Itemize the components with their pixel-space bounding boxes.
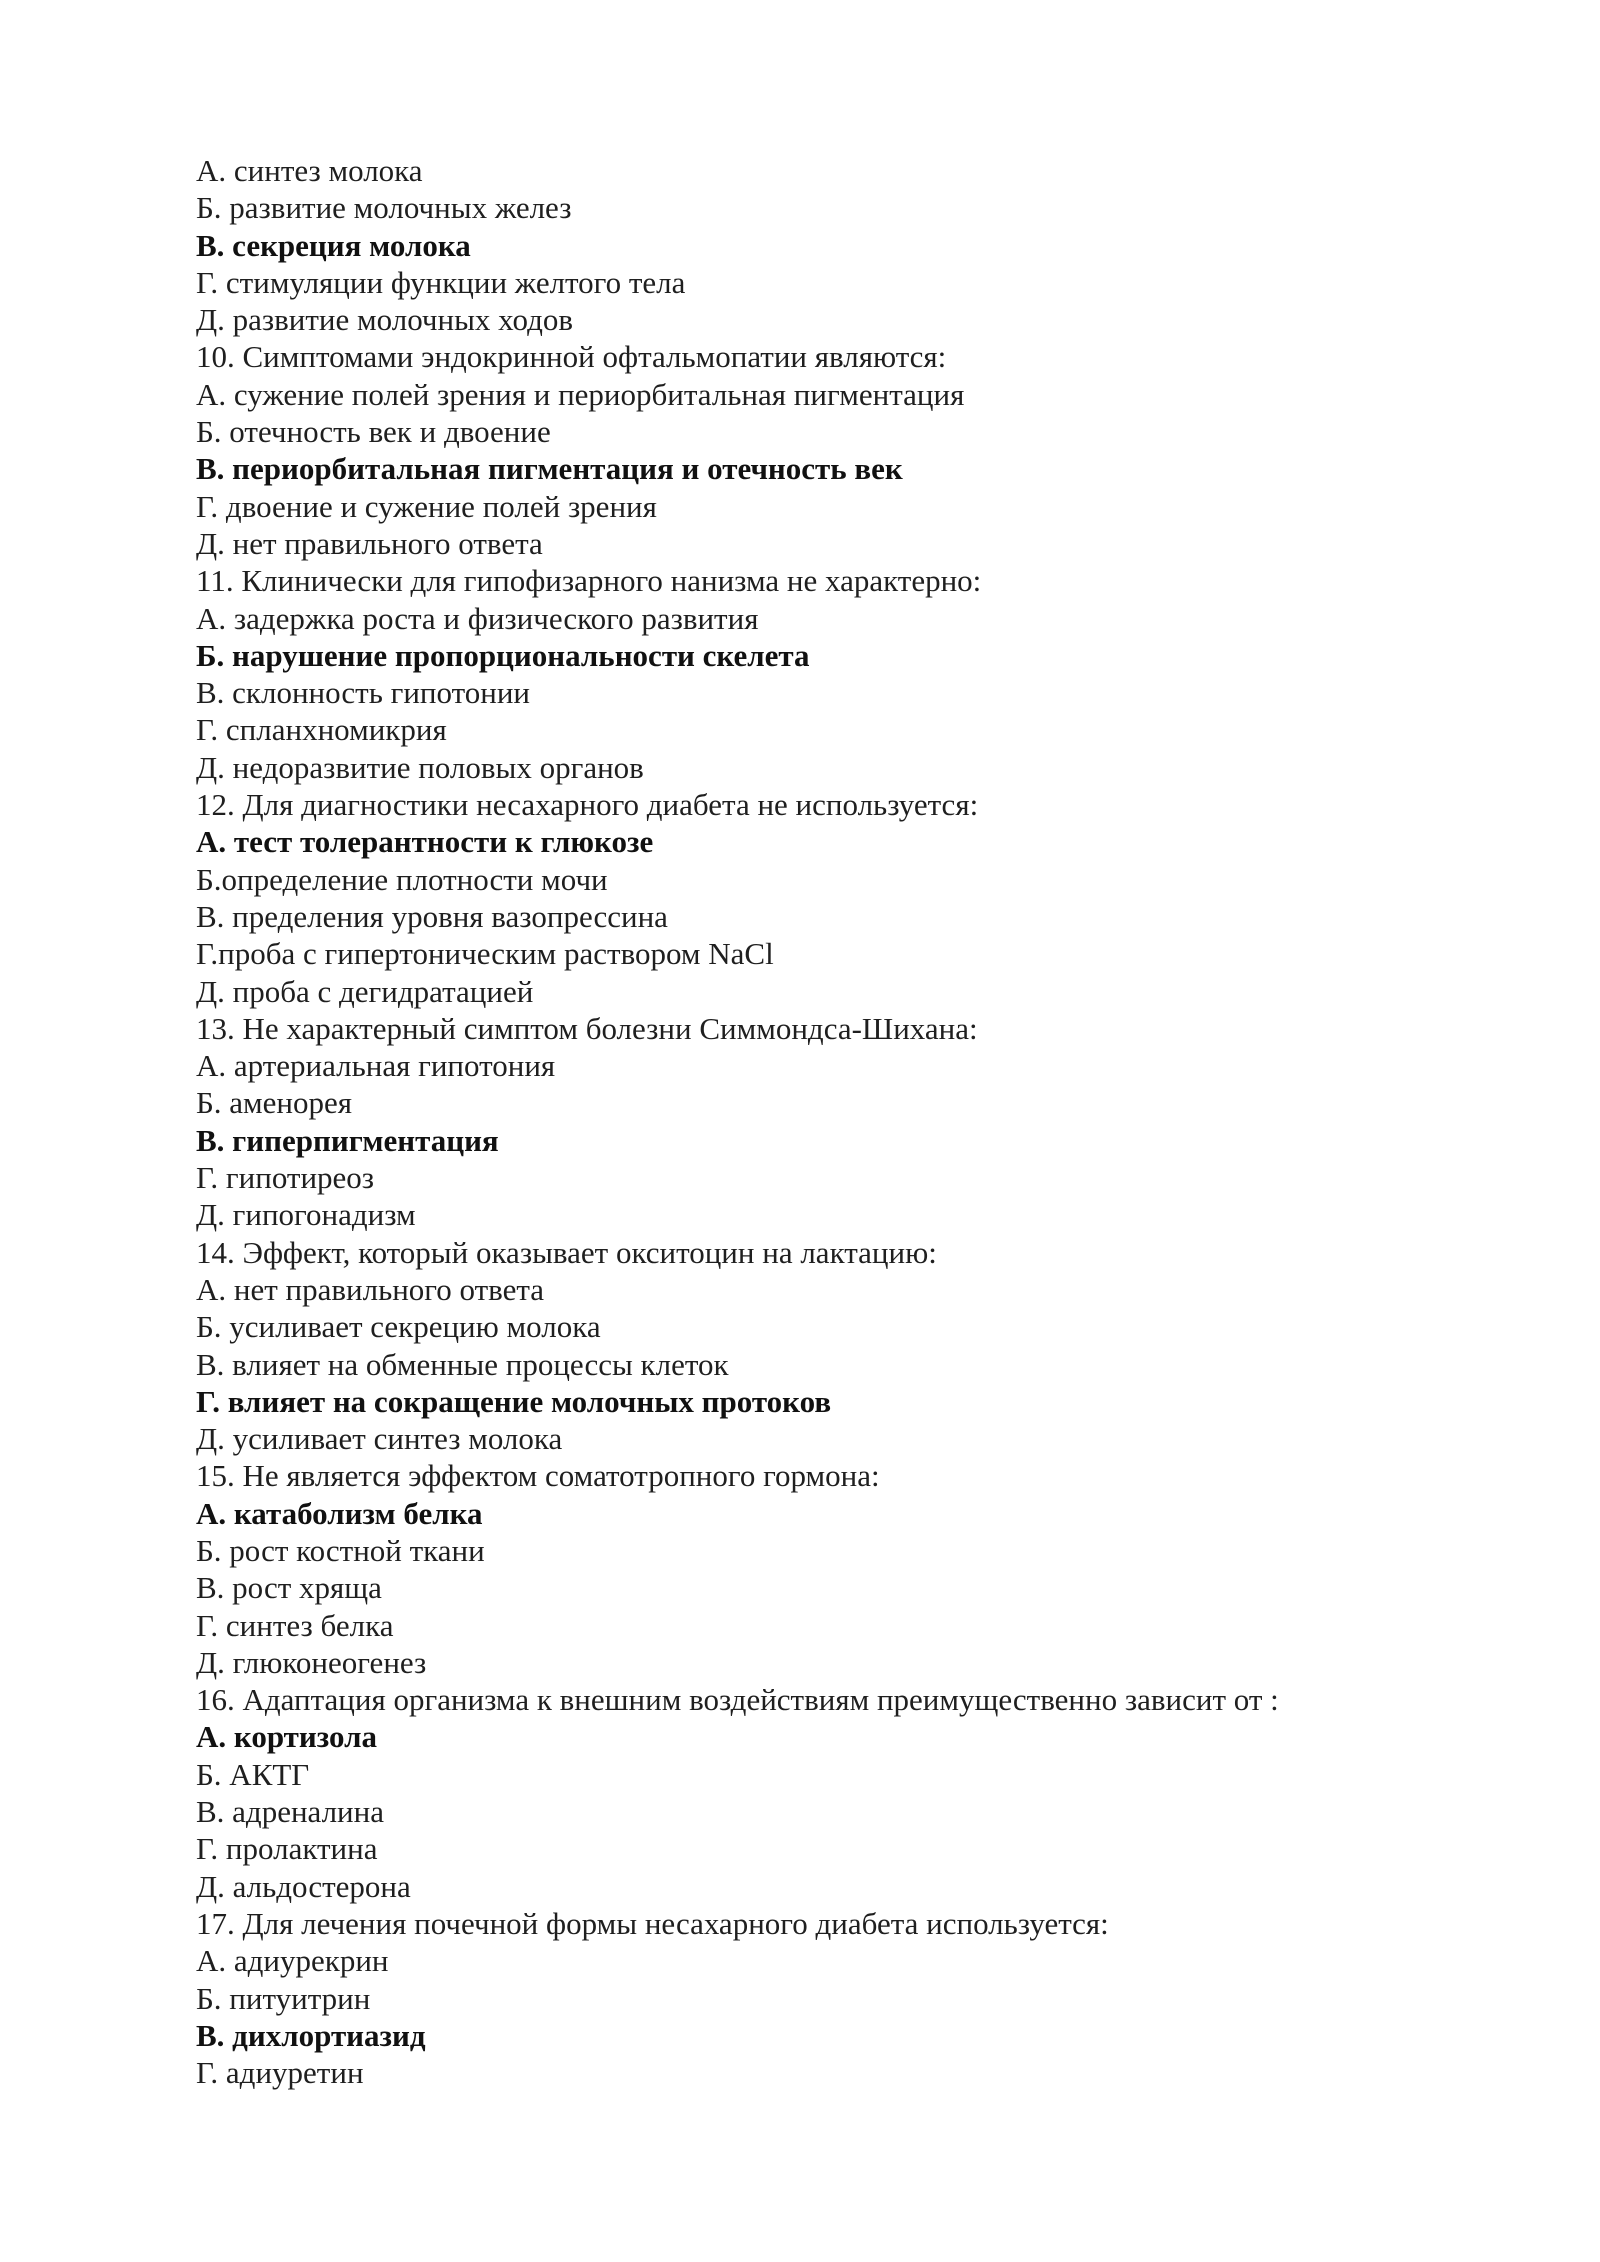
text-line: 16. Адаптация организма к внешним воздействиям преимущественно зависит от : — [196, 1682, 1279, 1718]
text-line: Д. гипогонадизм — [196, 1197, 416, 1233]
text-line: А. артериальная гипотония — [196, 1048, 556, 1084]
text-line: В. пределения уровня вазопрессина — [196, 898, 668, 934]
text-line: Б. рост костной ткани — [196, 1532, 485, 1568]
text-line: 11. Клинически для гипофизарного нанизма не характерно: — [196, 563, 982, 599]
text-line: 12. Для диагностики несахарного диабета не используется: — [196, 787, 979, 823]
text-line: Б. отечность век и двоение — [196, 414, 551, 450]
text-line: А. нет правильного ответа — [196, 1271, 545, 1307]
text-line: В. влияет на обменные процессы клеток — [196, 1346, 729, 1382]
text-line: 13. Не характерный симптом болезни Симмондса-Шихана: — [196, 1010, 978, 1046]
text-line: А. адиурекрин — [196, 1943, 389, 1979]
answer-line-correct: В. дихлортиазид — [196, 2017, 426, 2053]
text-line: Б. аменорея — [196, 1085, 353, 1121]
text-line: Г. адиуретин — [196, 2055, 364, 2091]
answer-line-correct: Б. нарушение пропорциональности скелета — [196, 637, 810, 673]
text-line: Д. глюконеогенез — [196, 1644, 427, 1680]
text-line: В. адреналина — [196, 1794, 384, 1830]
text-line: Б. усиливает секрецию молока — [196, 1309, 601, 1345]
text-line: А. задержка роста и физического развития — [196, 600, 759, 636]
text-line: В. склонность гипотонии — [196, 675, 531, 711]
text-line: 14. Эффект, который оказывает окситоцин на лактацию: — [196, 1234, 937, 1270]
answer-line-correct: В. гиперпигментация — [196, 1122, 499, 1158]
text-line: Г. пролактина — [196, 1831, 378, 1867]
text-line: Д. проба с дегидратацией — [196, 973, 534, 1009]
document-body — [196, 152, 1456, 2091]
text-line: Д. развитие молочных ходов — [196, 302, 573, 338]
answer-line-correct: А. катаболизм белка — [196, 1495, 483, 1531]
text-line: А. сужение полей зрения и периорбитальная пигментация — [196, 376, 965, 412]
text-line: Б.определение плотности мочи — [196, 861, 608, 897]
text-line: Б. АКТГ — [196, 1756, 310, 1792]
text-line: 17. Для лечения почечной формы несахарного диабета используется: — [196, 1905, 1109, 1941]
text-line: Г. стимуляции функции желтого тела — [196, 264, 686, 300]
answer-line-correct: Г. влияет на сокращение молочных протоков — [196, 1383, 832, 1419]
text-line: Г. синтез белка — [196, 1607, 394, 1643]
text-line: Д. альдостерона — [196, 1868, 411, 1904]
answer-line-correct: А. тест толерантности к глюкозе — [196, 824, 654, 860]
answer-line-correct: В. периорбитальная пигментация и отечность век — [196, 451, 903, 487]
text-line: 10. Симптомами эндокринной офтальмопатии являются: — [196, 339, 947, 375]
text-line: Д. нет правильного ответа — [196, 525, 543, 561]
text-line: В. рост хряща — [196, 1570, 382, 1606]
text-line: Д. усиливает синтез молока — [196, 1421, 563, 1457]
answer-line-correct: В. секреция молока — [196, 227, 471, 263]
answer-line-correct: А. кортизола — [196, 1719, 378, 1755]
text-line: Г. спланхномикрия — [196, 712, 447, 748]
text-line: А. синтез молока — [196, 153, 423, 188]
text-line: 15. Не является эффектом соматотропного гормона: — [196, 1458, 880, 1494]
text-line: Д. недоразвитие половых органов — [196, 749, 644, 785]
text-line: Б. питуитрин — [196, 1980, 371, 2016]
text-line: Г. гипотиреоз — [196, 1160, 375, 1196]
text-line: Б. развитие молочных желез — [196, 190, 572, 226]
text-line: Г.проба с гипертоническим раствором NaCl — [196, 936, 774, 972]
text-line: Г. двоение и сужение полей зрения — [196, 488, 657, 524]
